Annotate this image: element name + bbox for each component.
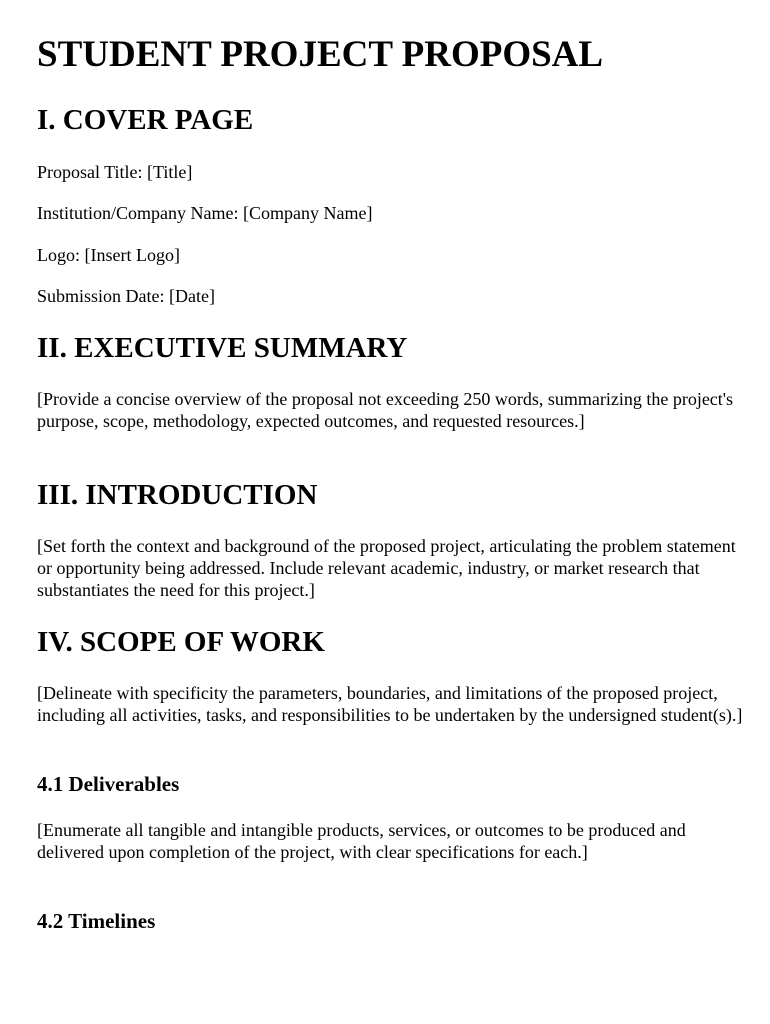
subsection-heading-timelines: 4.2 Timelines bbox=[37, 909, 156, 933]
section-heading-introduction: III. INTRODUCTION bbox=[37, 479, 318, 511]
deliverables-text: [Enumerate all tangible and intangible products, services, or outcomes to be produced and delivered upon completion of the project, with clear specifications for each.] bbox=[37, 820, 686, 862]
introduction-text: [Set forth the context and background of the proposed project, articulating the problem statement or opportunity being addressed. Include relevant academic, industry, or market research that substantiates the need for this project.] bbox=[37, 536, 736, 600]
section-heading-cover-page: I. COVER PAGE bbox=[37, 104, 254, 136]
company-name-field: Institution/Company Name: [Company Name] bbox=[37, 203, 373, 223]
scope-of-work-text: [Delineate with specificity the parameters, boundaries, and limitations of the proposed project, including all activities, tasks, and responsibilities to be undertaken by the undersigned student(s).] bbox=[37, 683, 743, 725]
executive-summary-text: [Provide a concise overview of the proposal not exceeding 250 words, summarizing the project's purpose, scope, methodology, expected outcomes, and requested resources.] bbox=[37, 389, 734, 431]
logo-field: Logo: [Insert Logo] bbox=[37, 245, 180, 265]
document-title: STUDENT PROJECT PROPOSAL bbox=[37, 34, 604, 75]
submission-date-field: Submission Date: [Date] bbox=[37, 286, 215, 306]
section-heading-executive-summary: II. EXECUTIVE SUMMARY bbox=[37, 332, 408, 364]
section-heading-scope-of-work: IV. SCOPE OF WORK bbox=[37, 626, 325, 658]
subsection-heading-deliverables: 4.1 Deliverables bbox=[37, 772, 180, 796]
proposal-title-field: Proposal Title: [Title] bbox=[37, 162, 193, 182]
